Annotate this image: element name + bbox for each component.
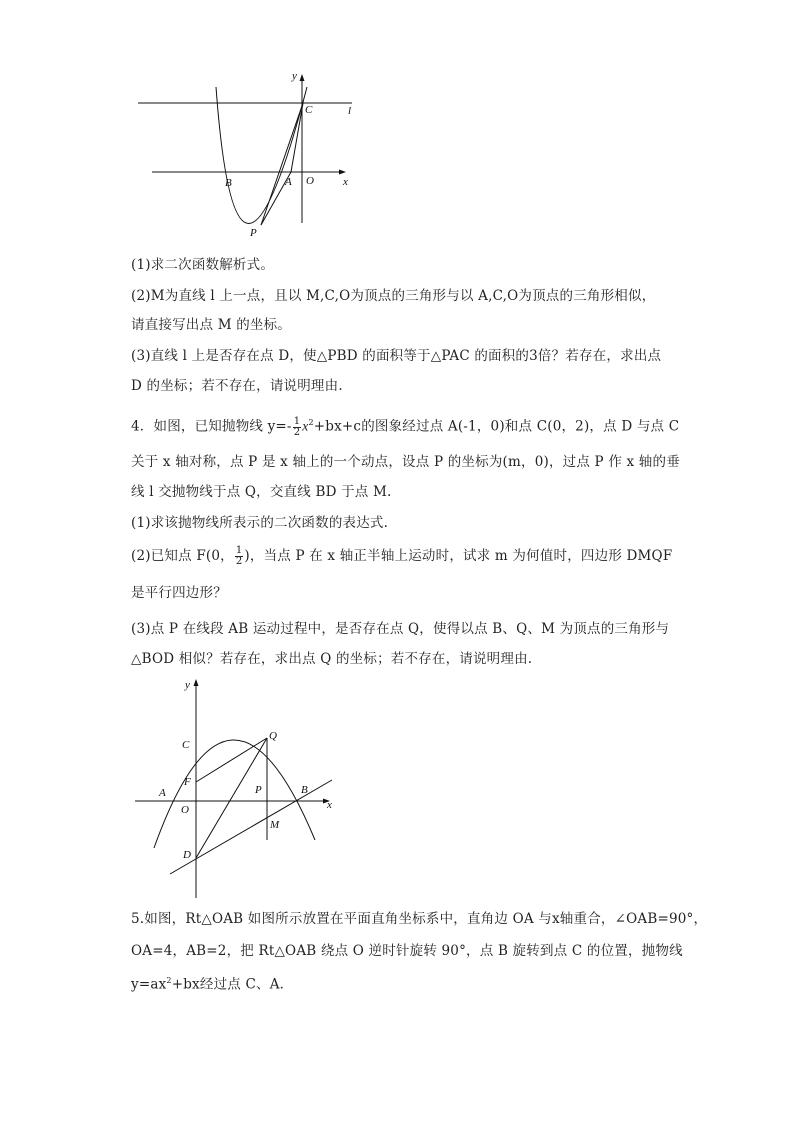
label-a: A [285,176,292,188]
y-axis-arrow [300,74,305,81]
label-p: P [255,784,262,796]
q4-part2-frac-den: 2 [235,556,243,567]
label-b: B [225,177,232,189]
label-y: y [185,679,190,691]
y-axis-arrow [194,679,199,686]
q4-intro-a: 4．如图，已知抛物线 y=- [131,418,292,435]
q4-part1: (1)求该抛物线所表示的二次函数的表达式. [131,515,389,531]
label-d: D [183,849,191,861]
q3-part2-line1: (2)M为直线 l 上一点，且以 M,C,O为顶点的三角形与以 A,C,O为顶点的三角形相似， [131,288,656,304]
q4-line3: 线 l 交抛物线于点 Q，交直线 BD 于点 M. [131,484,392,500]
q4-part2-a: (2)已知点 F(0， [131,548,234,564]
q4-intro-sup: 2 [308,418,314,427]
label-o: O [306,175,314,187]
q4-intro-frac-num: 1 [293,415,301,427]
q4-part2-frac-num: 1 [235,545,243,556]
label-y: y [292,70,297,82]
q3-part2-line2: 请直接写出点 M 的坐标。 [131,317,292,333]
q5-line1: 5.如图，Rt△OAB 如图所示放置在平面直角坐标系中，直角边 OA 与x轴重合，∠OAB=90°， [131,911,708,927]
label-f: F [184,776,191,788]
figure-2-svg [130,672,350,902]
figure-2-parabola [130,672,350,902]
q5-line3-b: +bx经过点 C、A． [171,976,294,993]
q5-line2: OA=4，AB=2，把 Rt△OAB 绕点 O 逆时针旋转 90°，点 B 旋转到点 C 的位置，抛物线 [131,943,683,959]
q4-part2-line2: 是平行四边形？ [131,585,227,601]
segment-pc [261,103,303,225]
parabola-curve [216,87,307,224]
label-o: O [181,804,189,816]
label-l: l [348,105,352,117]
label-a: A [159,787,166,799]
q4-intro [131,414,680,438]
q4-intro-x: x [302,418,309,434]
q4-part3-line1: (3)点 P 在线段 AB 运动过程中，是否存在点 Q，使得以点 B、Q、M 为顶点的三角形与 [131,621,670,637]
label-c: C [305,104,313,116]
q3-part1: (1)求二次函数解析式。 [131,257,275,273]
q4-line2: 关于 x 轴对称，点 P 是 x 轴上的一个动点，设点 P 的坐标为(m，0)，过点 P 作 x 轴的垂 [131,454,680,470]
q4-intro-c: +bx+c的图象经过点 A(-1，0)和点 C(0，2)，点 D 与点 C [313,418,680,435]
label-m: M [270,819,280,831]
q4-intro-frac [293,417,302,438]
q4-part2 [131,546,671,567]
figure-1-svg [130,65,360,245]
q4-part2-b: )，当点 P 在 x 轴正半轴上运动时，试求 m 为何值时，四边形 DMQF [244,548,673,564]
x-axis-arrow [339,170,346,175]
segment-fq [196,738,267,782]
q3-part3-line1: (3)直线 l 上是否存在点 D，使△PBD 的面积等于△PAC 的面积的3倍？若存在，求出点 [131,348,662,364]
q4-intro-frac-den: 2 [293,426,301,438]
label-p: P [250,227,257,239]
parabola-curve [154,740,315,848]
q4-part3-line2: △BOD 相似？若存在，求出点 Q 的坐标；若不存在，请说明理由. [131,651,533,667]
q4-part2-frac [235,546,244,567]
label-x: x [343,176,348,188]
label-q: Q [269,730,277,742]
q5-line3-a: y=ax [131,976,167,993]
segment-dq [196,738,267,858]
label-b: B [301,784,308,796]
label-c: C [182,739,190,751]
q3-part3-line2: D 的坐标；若不存在，请说明理由. [131,378,343,394]
q5-line3-sup: 2 [166,976,172,985]
label-x: x [327,799,332,811]
q5-line3 [131,972,671,994]
figure-1-parabola [130,65,360,245]
